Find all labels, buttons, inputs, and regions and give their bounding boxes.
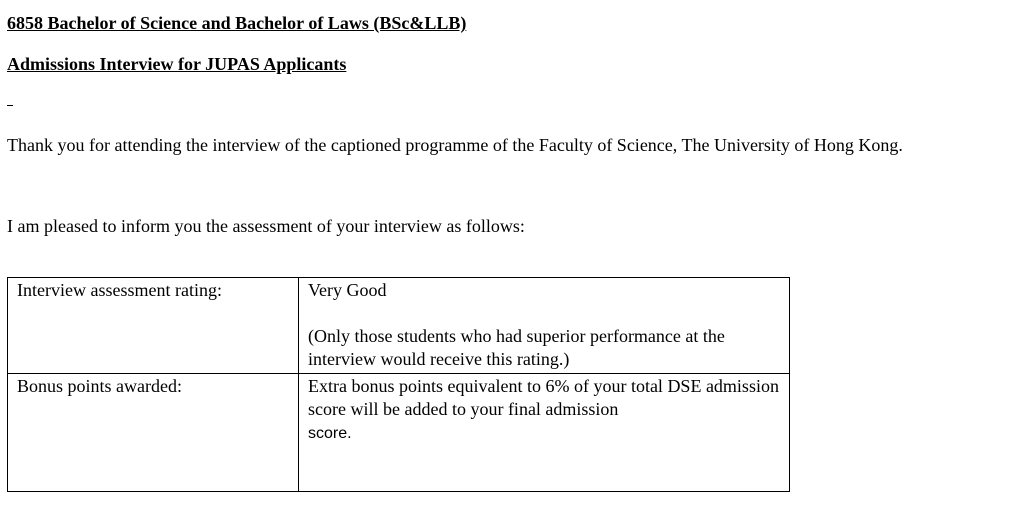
- cell-gap: [308, 302, 781, 325]
- bonus-label: Bonus points awarded:: [17, 376, 182, 396]
- assessment-table: [7, 277, 790, 492]
- inform-paragraph: I am pleased to inform you the assessment of your interview as follows:: [7, 216, 525, 236]
- rating-label: Interview assessment rating:: [17, 280, 222, 300]
- bonus-value-cell: [299, 374, 790, 492]
- bonus-value: Extra bonus points equivalent to 6% of your total DSE admission score will be added to your final admission: [308, 376, 779, 419]
- rating-value-cell: [299, 278, 790, 374]
- table-row: [8, 278, 790, 374]
- rating-note: (Only those students who had superior performance at the interview would receive this rating.): [308, 326, 725, 369]
- thanks-paragraph: Thank you for attending the interview of the captioned programme of the Faculty of Science, The University of Hong Kong.: [7, 135, 903, 155]
- rating-value: Very Good: [308, 280, 387, 300]
- programme-title: 6858 Bachelor of Science and Bachelor of Laws (BSc&LLB): [7, 13, 467, 33]
- dash-mark: [7, 105, 13, 106]
- rating-label-cell: [8, 278, 299, 374]
- admissions-subtitle: Admissions Interview for JUPAS Applicants: [7, 54, 347, 74]
- bonus-label-cell: [8, 374, 299, 492]
- table-row: [8, 374, 790, 492]
- bonus-value-tail: score.: [308, 425, 352, 442]
